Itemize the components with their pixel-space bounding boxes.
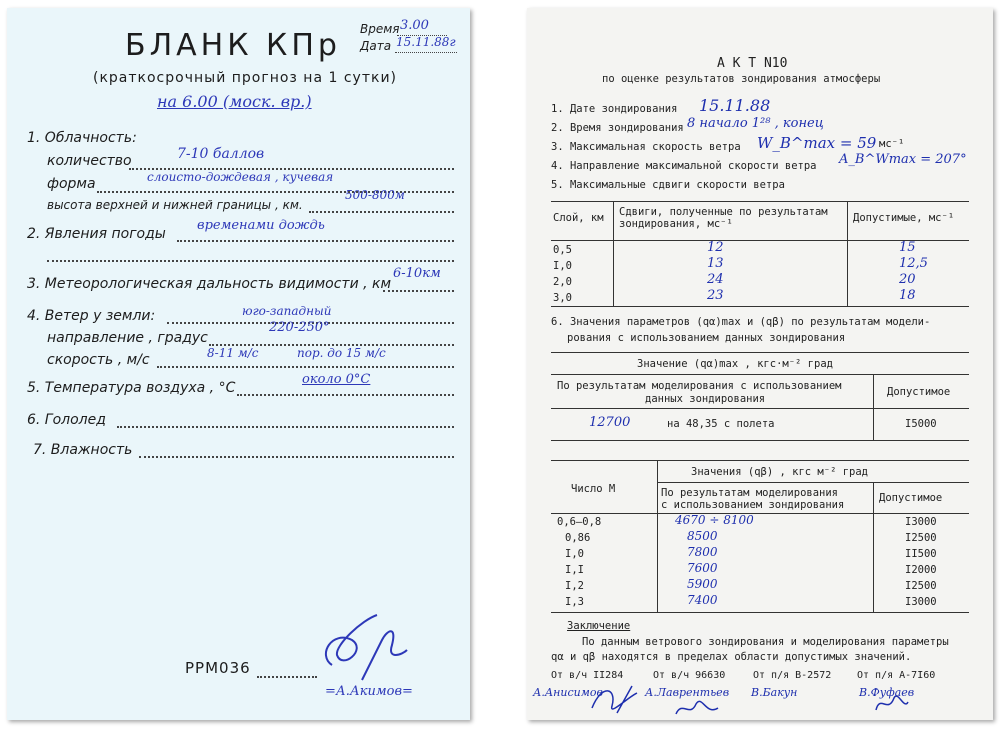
t3-r5-allowed: I3000 (905, 596, 937, 608)
item-temp-value: около 0°С (302, 372, 371, 387)
t3-caption: Значения (qβ) , кгс м⁻² град (691, 466, 869, 478)
t1-r2-layer: 2,0 (553, 276, 572, 288)
t3-r5-model: 7400 (687, 593, 718, 607)
t2-header-left-1: По результатам моделирования с использованием (557, 380, 842, 392)
line-date-value: 15.11.88 (699, 96, 771, 115)
t3-r3-model: 7600 (687, 561, 718, 575)
t3-r2-mach: I,0 (565, 548, 584, 560)
signature-scribble (307, 610, 427, 690)
t1-header-allowed: Допустимые, мс⁻¹ (853, 212, 955, 224)
line-maxspeed-label: 3. Максимальная скорость ветра (551, 141, 741, 153)
t3-r3-mach: I,I (565, 564, 584, 576)
item-weather-value: временами дождь (197, 218, 325, 233)
conclusion-line2: qα и qβ находятся в пределах области допустимых значений. (551, 651, 912, 663)
line-direction-value: A_B^Wmax = 207° (839, 152, 967, 167)
section6-line2: рования с использованием данных зондирования (567, 332, 846, 344)
t1-r3-allowed: 18 (899, 288, 916, 303)
t1-r1-allowed: 12,5 (899, 256, 928, 271)
act-title: А К Т N10 (717, 56, 788, 71)
t3-r2-model: 7800 (687, 545, 718, 559)
t2-header-left-2: данных зондирования (645, 393, 766, 405)
item-speed-value: 8-11 м/с (207, 346, 259, 360)
t1-r0-allowed: 15 (899, 240, 916, 255)
t1-r3-shear: 23 (707, 288, 724, 303)
signature-scribble-4 (872, 688, 912, 718)
t1-r0-layer: 0,5 (553, 244, 572, 256)
line-date-label: 1. Дате зондирования (551, 103, 678, 115)
forecast-time: на 6.00 (моск. вр.) (157, 92, 312, 111)
line-direction-label: 4. Направление максимальной скорости ветра (551, 160, 817, 172)
item-form-label: форма (47, 176, 96, 192)
t3-r1-allowed: I2500 (905, 532, 937, 544)
t3-r5-mach: I,3 (565, 596, 584, 608)
signer-4-name: В.Фуфаев (859, 686, 915, 699)
t1-r2-shear: 24 (707, 272, 724, 287)
t1-r1-shear: 13 (707, 256, 724, 271)
signer-1-unit: От в/ч II284 (551, 670, 624, 681)
t2-header-right: Допустимое (887, 386, 951, 398)
time-value: 3.00 (400, 18, 429, 33)
t3-r3-allowed: I2000 (905, 564, 937, 576)
t3-r0-model: 4670 ÷ 8100 (675, 513, 754, 527)
item-visibility-value: 6-10км (393, 266, 441, 281)
line-shear-label: 5. Максимальные сдвиги скорости ветра (551, 179, 785, 191)
form-code: РРМ036 (185, 659, 251, 677)
t2-allowed: I5000 (905, 418, 937, 430)
t1-r2-allowed: 20 (899, 272, 916, 287)
item-speed-label: скорость , м/с (47, 352, 150, 368)
signer-2-name: А.Лаврентьев (645, 686, 730, 699)
signer-2-unit: От в/ч 96630 (653, 670, 726, 681)
t1-r3-layer: 3,0 (553, 292, 572, 304)
line-time-label: 2. Время зондирования (551, 122, 684, 134)
t3-r4-model: 5900 (687, 577, 718, 591)
item-height-label: высота верхней и нижней границы , км. (47, 198, 303, 212)
form-title: БЛАНК КПр (125, 28, 341, 63)
item-humidity-label: 7. Влажность (33, 442, 133, 458)
t3-col-model-2: с использованием зондирования (661, 499, 845, 511)
item-amount-label: количество (47, 153, 132, 169)
t3-col-model-1: По результатам моделирования (661, 487, 839, 499)
item-height-value: 500-800м (345, 188, 405, 202)
time-label: Время (360, 22, 400, 36)
act-subtitle: по оценке результатов зондирования атмосферы (602, 73, 881, 85)
t3-r2-allowed: II500 (905, 548, 937, 560)
t3-col-mach: Число М (571, 483, 616, 495)
t2-value-suffix: на 48,35 с полета (667, 418, 775, 430)
item-direction-label: направление , градус (47, 330, 208, 346)
section6-line1: 6. Значения параметров (qα)max и (qβ) по результатам модели- (551, 316, 931, 328)
item-direction-value: 220-250° (269, 320, 330, 335)
t3-r0-mach: 0,6–0,8 (557, 516, 602, 528)
conclusion-line1: По данным ветрового зондирования и моделирования параметры (582, 636, 949, 648)
form-subtitle: (краткосрочный прогноз на 1 сутки) (93, 70, 398, 86)
date-value: 15.11.88г (396, 35, 456, 49)
item-ice-label: 6. Гололед (27, 412, 106, 428)
item-temp-label: 5. Температура воздуха , °C (27, 380, 236, 396)
sounding-act (527, 8, 993, 720)
line-time-value: 8 начало 1²⁸ , конец (687, 116, 824, 131)
signature-scribble-2 (672, 696, 722, 720)
item-wind-value: юго-западный (242, 304, 332, 318)
signature-scribble-1 (587, 678, 647, 718)
line-maxspeed-unit: мс⁻¹ (879, 138, 905, 150)
t1-r1-layer: I,0 (553, 260, 572, 272)
t3-r4-mach: I,2 (565, 580, 584, 592)
signer-1-name: А.Анисимов (533, 686, 603, 699)
signer-3-name: В.Бакун (751, 686, 798, 699)
item-amount-value: 7-10 баллов (177, 146, 265, 162)
item-speed-gust: пор. до 15 м/с (297, 346, 386, 360)
signer-3-unit: От п/я В-2572 (753, 670, 832, 681)
line-maxspeed-value: W_B^max = 59 (757, 134, 877, 152)
t3-r4-allowed: I2500 (905, 580, 937, 592)
t1-header-layer: Слой, км (553, 212, 604, 224)
t1-r0-shear: 12 (707, 240, 724, 255)
t1-header-shear: Сдвиги, полученные по результатам зондирования, мс⁻¹ (619, 206, 828, 230)
conclusion-title: Заключение (567, 620, 631, 632)
item-wind-label: 4. Ветер у земли: (27, 308, 156, 324)
forecast-form (7, 8, 470, 720)
t3-r1-model: 8500 (687, 529, 718, 543)
signature-name: =А.Акимов= (325, 684, 413, 699)
item-weather-label: 2. Явления погоды (27, 226, 166, 242)
t3-col-allowed: Допустимое (879, 492, 943, 504)
date-label: Дата (360, 39, 392, 53)
t3-r1-mach: 0,86 (565, 532, 591, 544)
item-cloudiness: 1. Облачность: (27, 130, 137, 146)
item-visibility-label: 3. Метеорологическая дальность видимости , км (27, 276, 392, 292)
item-form-value: слоисто-дождевая , кучевая (147, 170, 334, 184)
t2-value: 12700 (589, 415, 631, 430)
t2-caption: Значение (qα)max , кгс·м⁻² град (637, 358, 833, 370)
signer-4-unit: От п/я А-7I60 (857, 670, 936, 681)
t3-r0-allowed: I3000 (905, 516, 937, 528)
